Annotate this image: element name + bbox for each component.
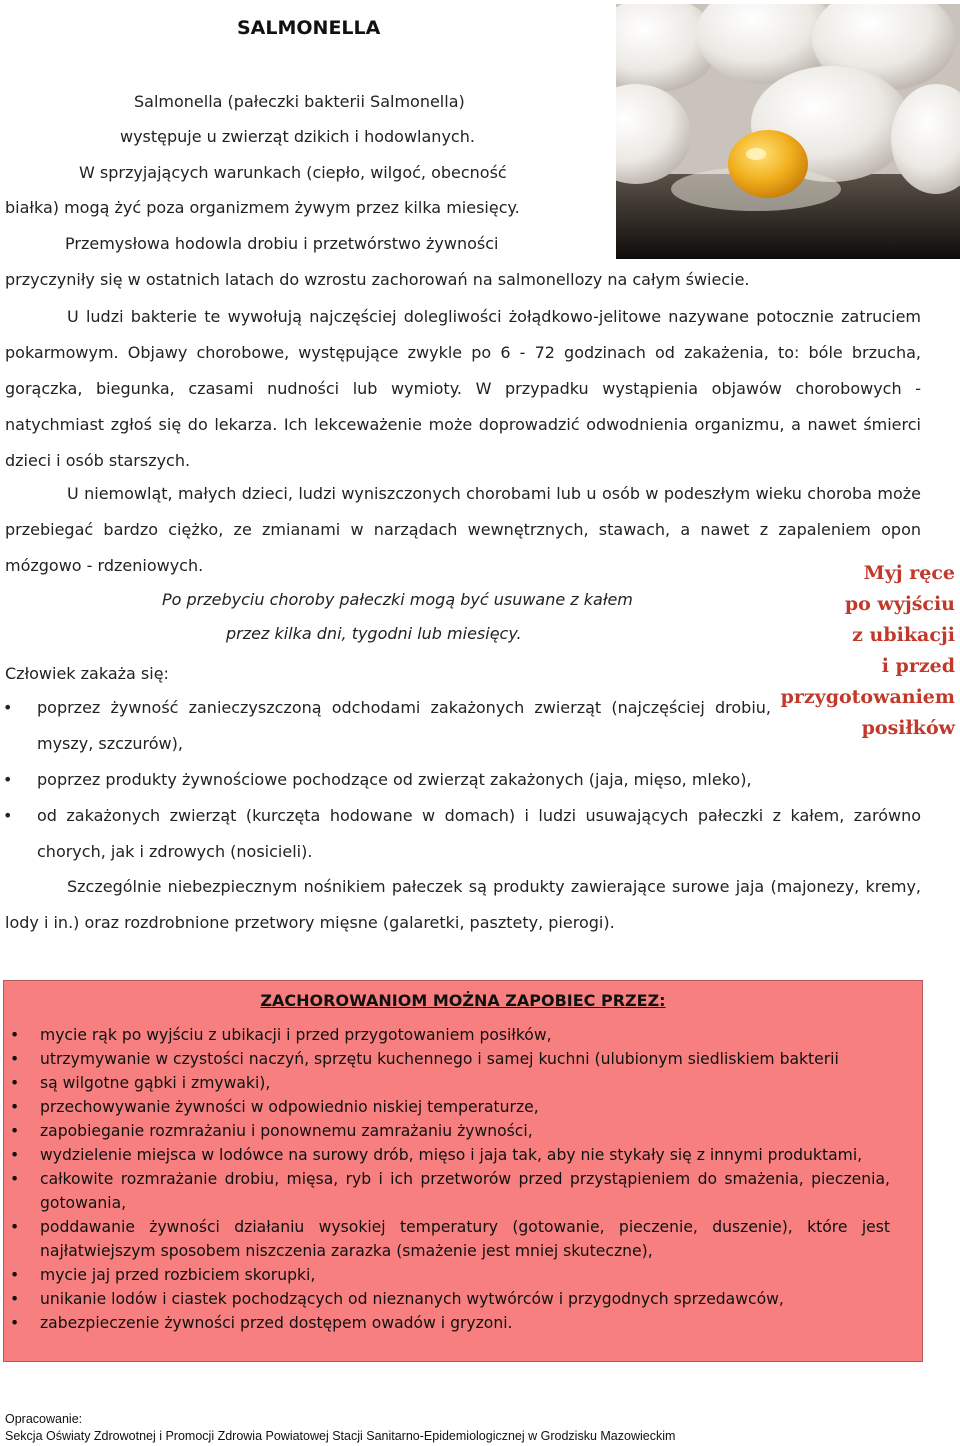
bullet-icon: • [10,1026,20,1044]
list-item-text: całkowite rozmrażanie drobiu, mięsa, ryb i ich przetworów przed przystąpieniem do smażenia, pieczenia, gotowania, [40,1170,890,1212]
list-item-text: przechowywanie żywności w odpowiednio niskiej temperaturze, [40,1098,539,1116]
list-item [10,1047,890,1071]
list-item-text: są wilgotne gąbki i zmywaki), [40,1074,271,1092]
bullet-icon: • [10,1074,20,1092]
footer-author: Sekcja Oświaty Zdrowotnej i Promocji Zdrowia Powiatowej Stacji Sanitarno-Epidemiologicznej w Grodzisku Mazowieckim [5,1429,676,1443]
list-item [0,690,921,762]
list-item [0,798,921,870]
bullet-icon: • [10,1314,20,1332]
list-item [10,1215,890,1263]
list-item-text: mycie jaj przed rozbiciem skorupki, [40,1266,316,1284]
intro-line: Salmonella (pałeczki bakterii Salmonella) [134,92,465,111]
risk-paragraph: U niemowląt, małych dzieci, ludzi wyniszczonych chorobami lub u osób w podeszłym wieku choroba może przebiegać bardzo ciężko, ze zmianami w narządach wewnętrznych, stawach, a nawet z zapaleniem opon mózgowo - rdzeniowych. [5,484,921,575]
list-item [10,1119,890,1143]
intro-line: występuje u zwierząt dzikich i hodowlanych. [120,127,475,146]
handwash-line: Myj ręce [863,562,955,584]
intro-line: białka) mogą żyć poza organizmem żywym przez kilka miesięcy. [5,198,520,217]
bullet-icon: • [10,1266,20,1284]
intro-line: Przemysłowa hodowla drobiu i przetwórstwo żywności [65,234,499,253]
list-item [10,1167,890,1215]
page-title: SALMONELLA [237,17,381,39]
handwash-line: przygotowaniem [780,686,955,708]
list-item [10,1143,890,1167]
list-item [10,1263,890,1287]
list-item-text: zapobieganie rozmrażaniu i ponownemu zamrażaniu żywności, [40,1122,533,1140]
list-item [10,1095,890,1119]
bullet-icon: • [10,1146,20,1164]
prevention-box [3,980,923,1362]
list-item-text: wydzielenie miejsca w lodówce na surowy drób, mięso i jaja tak, aby nie stykały się z innymi produktami, [40,1146,863,1164]
bullet-icon: • [10,1290,20,1308]
intro-line: W sprzyjających warunkach (ciepło, wilgoć, obecność [79,163,507,182]
list-item-text: poddawanie żywności działaniu wysokiej temperatury (gotowanie, pieczenie, duszenie), które jest najłatwiejszym sposobem niszczenia zarazka (smażenie jest mniej skuteczne), [40,1218,890,1260]
list-item [0,762,921,798]
list-item-text: poprzez produkty żywnościowe pochodzące od zwierząt zakażonych (jaja, mięso, mleko), [37,770,752,789]
carrier-note-line: Po przebyciu choroby pałeczki mogą być usuwane z kałem [162,590,633,609]
list-item-text: unikanie lodów i ciastek pochodzących od nieznanych wytwórców i przygodnych sprzedawców, [40,1290,784,1308]
infection-list [0,690,921,870]
bullet-icon: • [10,1050,20,1068]
symptoms-paragraph: U ludzi bakterie te wywołują najczęściej dolegliwości żołądkowo-jelitowe nazywane potocznie zatruciem pokarmowym. Objawy chorobowe, występujące zwykle po 6 - 72 godzinach od zakażenia, to: bóle brzucha, gorączka, biegunka, czasami nudności lub wymioty. W przypadku wystąpienia objawów chorobowych - natychmiast zgłoś się do lekarza. Ich lekceważenie może doprowadzić odwodnienia organizmu, a nawet śmierci dzieci i osób starszych. [5,307,921,470]
dangerous-products-paragraph: Szczególnie niebezpiecznym nośnikiem pałeczek są produkty zawierające surowe jaja (majonezy, kremy, lody i in.) oraz rozdrobnione przetwory mięsne (galaretki, pasztety, pierogi). [5,877,921,932]
infection-heading: Człowiek zakaża się: [5,664,169,683]
intro-line: przyczyniły się w ostatnich latach do wzrostu zachorowań na salmonellozy na całym świecie. [5,270,750,289]
handwash-line: z ubikacji [852,624,955,646]
list-item [10,1023,890,1047]
handwash-line: po wyjściu [844,593,955,615]
bullet-icon: • [10,1218,20,1236]
list-item [10,1287,890,1311]
prevention-list [10,1023,890,1335]
bullet-icon: • [3,698,13,717]
eggs-photo [616,4,960,259]
bullet-icon: • [10,1170,20,1188]
list-item-text: utrzymywanie w czystości naczyń, sprzętu kuchennego i samej kuchni (ulubionym siedliskiem bakterii [40,1050,839,1068]
list-item [10,1071,890,1095]
list-item-text: zabezpieczenie żywności przed dostępem owadów i gryzoni. [40,1314,513,1332]
list-item-text: od zakażonych zwierząt (kurczęta hodowane w domach) i ludzi usuwających pałeczki z kałem, zarówno chorych, jak i zdrowych (nosicieli). [37,806,921,861]
footer-label: Opracowanie: [5,1412,83,1426]
handwash-line: posiłków [861,717,955,739]
bullet-icon: • [10,1122,20,1140]
carrier-note-line: przez kilka dni, tygodni lub miesięcy. [226,624,522,643]
bullet-icon: • [10,1098,20,1116]
list-item [10,1311,890,1335]
handwash-line: i przed [881,655,955,677]
prevention-title: ZACHOROWANIOM MOŻNA ZAPOBIEC PRZEZ: [260,991,666,1010]
bullet-icon: • [3,806,13,825]
list-item-text: mycie rąk po wyjściu z ubikacji i przed przygotowaniem posiłków, [40,1026,552,1044]
bullet-icon: • [3,770,13,789]
list-item-text: poprzez żywność zanieczyszczoną odchodami zakażonych zwierząt (najczęściej drobiu, myszy, szczurów), [37,698,771,753]
